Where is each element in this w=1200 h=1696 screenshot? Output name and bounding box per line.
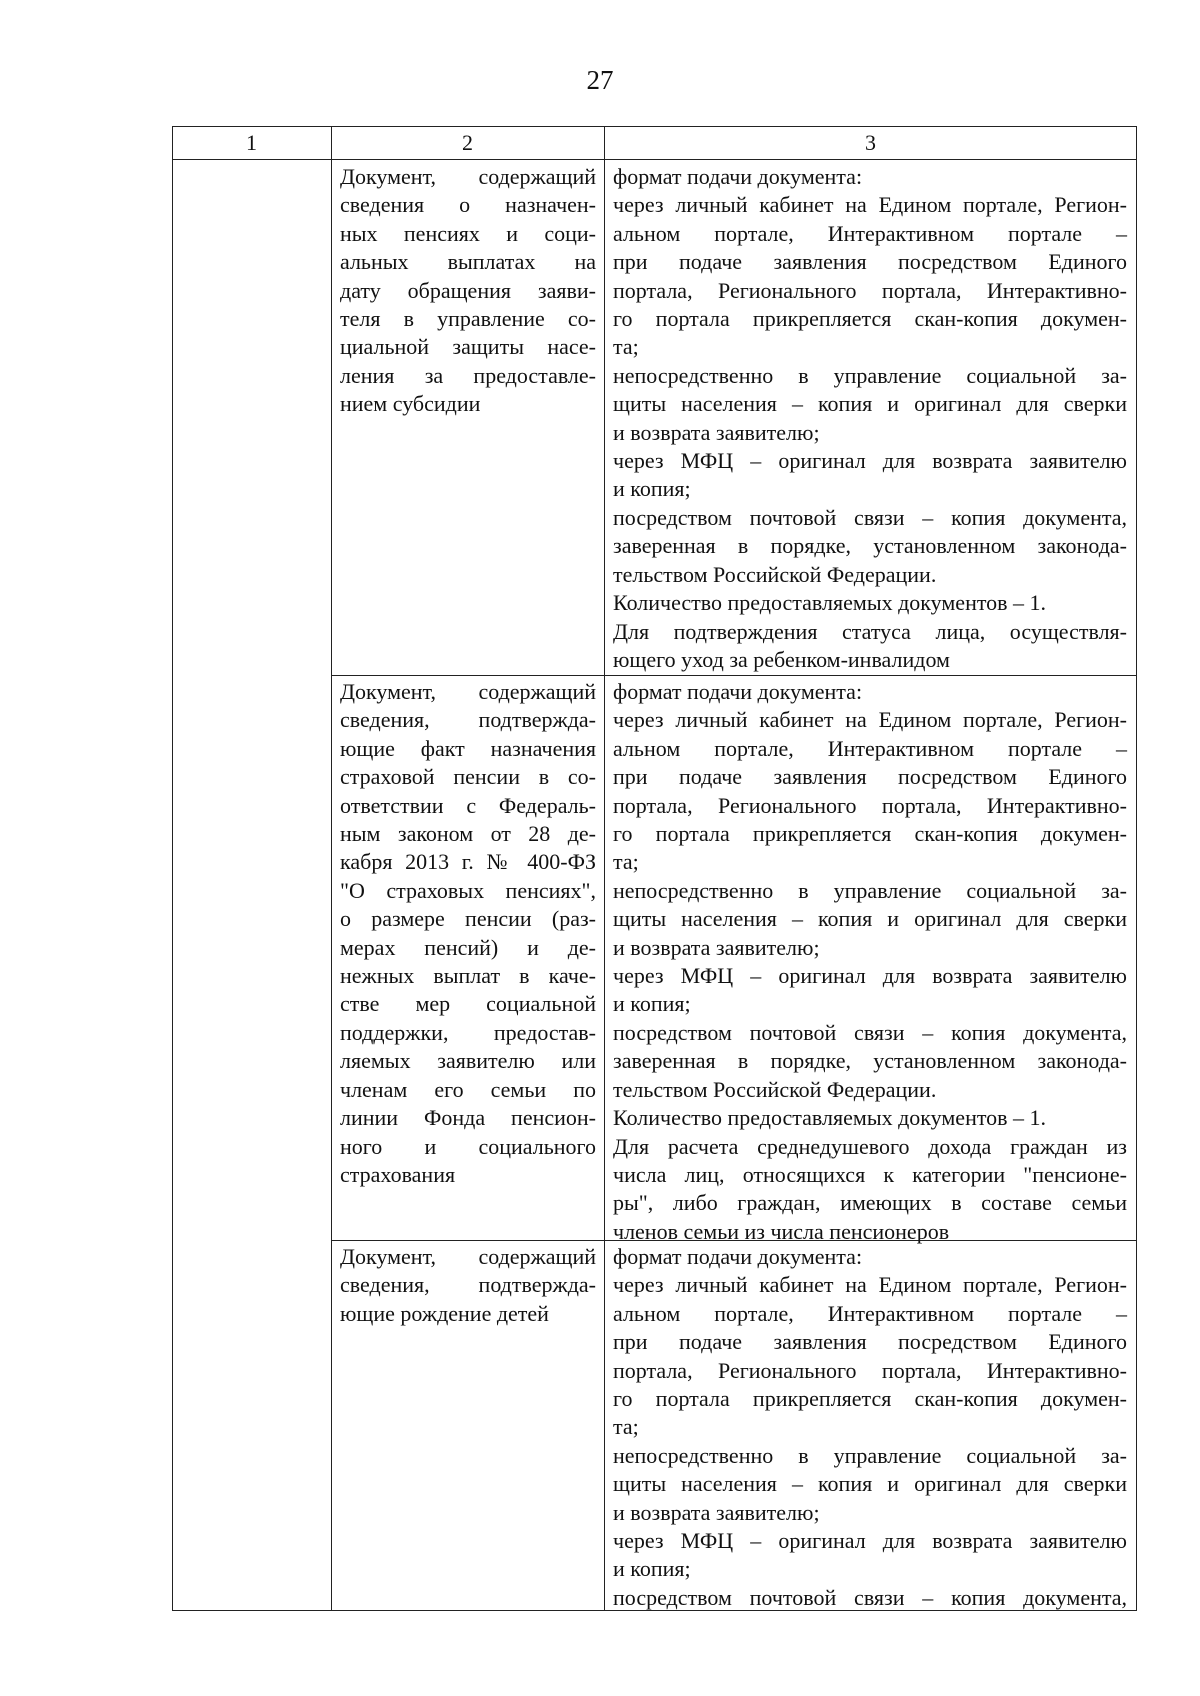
row-2-submission-details — [613, 678, 1127, 1246]
text-line: и возврата заявителю; — [613, 934, 820, 960]
text-line: тельством Российской Федерации. — [613, 1076, 937, 1102]
text-line: формат подачи документа: — [613, 679, 863, 704]
text-line: Количество предоставляемых документов – 1. — [613, 1105, 1047, 1131]
column-header-3: 3 — [865, 130, 876, 155]
text-line: через МФЦ – оригинал для возврата заявителю — [613, 1528, 1127, 1554]
text-line: о размере пенсии (раз- — [340, 906, 596, 932]
row-3-document-name — [340, 1243, 596, 1328]
text-line: щиты населения – копия и оригинал для сверки — [613, 391, 1127, 417]
column-divider-1-2 — [331, 126, 332, 1611]
text-line: Для расчета среднедушевого дохода граждан из — [613, 1133, 1127, 1159]
text-line: и копия; — [613, 1556, 691, 1582]
text-line: линии Фонда пенсион- — [340, 1105, 596, 1131]
text-line: "О страховых пенсиях", — [340, 877, 596, 903]
text-line: ных пенсиях и соци- — [340, 220, 596, 246]
text-line: заверенная в порядке, установленном законода- — [613, 1048, 1127, 1074]
text-line: через личный кабинет на Едином портале, Регион- — [613, 1272, 1127, 1298]
text-line: числа лиц, относящихся к категории "пенсионе- — [613, 1161, 1127, 1187]
text-line: щиты населения – копия и оригинал для сверки — [613, 906, 1127, 932]
text-line: посредством почтовой связи – копия документа, — [613, 504, 1127, 530]
text-line: ющие факт назначения — [340, 735, 596, 761]
text-line: Количество предоставляемых документов – 1. — [613, 590, 1047, 616]
text-line: портала, Регионального портала, Интерактивно- — [613, 1357, 1127, 1383]
text-line: через личный кабинет на Едином портале, Регион- — [613, 192, 1127, 218]
text-line: и возврата заявителю; — [613, 1499, 820, 1525]
text-line: теля в управление со- — [340, 306, 596, 332]
row-1-document-name — [340, 163, 596, 419]
text-line: ры", либо граждан, имеющих в составе семьи — [613, 1190, 1127, 1216]
text-line: ления за предоставле- — [340, 362, 596, 388]
text-line: ного и социального — [340, 1133, 596, 1159]
text-line: страховой пенсии в со- — [340, 764, 596, 790]
text-line: та; — [613, 334, 639, 360]
text-line: щиты населения – копия и оригинал для сверки — [613, 1471, 1127, 1497]
page-number: 27 — [586, 65, 614, 95]
text-line: кабря 2013 г. № 400-ФЗ — [340, 849, 596, 875]
text-line: альных выплатах на — [340, 249, 596, 275]
text-line: через личный кабинет на Едином портале, Регион- — [613, 707, 1127, 733]
text-line: альном портале, Интерактивном портале – — [613, 735, 1127, 761]
text-line: сведения, подтвержда- — [340, 707, 596, 733]
text-line: и копия; — [613, 476, 691, 502]
text-line: посредством почтовой связи – копия документа, — [613, 1019, 1127, 1045]
text-line: ответствии с Федераль- — [340, 792, 596, 818]
text-line: посредством почтовой связи – копия документа, — [613, 1584, 1127, 1610]
text-line: сведения о назначен- — [340, 192, 596, 218]
text-line: та; — [613, 1414, 639, 1440]
header-row-divider — [172, 159, 1137, 160]
text-line: го портала прикрепляется скан-копия докумен- — [613, 821, 1127, 847]
text-line: го портала прикрепляется скан-копия докумен- — [613, 306, 1127, 332]
text-line: дату обращения заяви- — [340, 277, 596, 303]
text-line: портала, Регионального портала, Интерактивно- — [613, 277, 1127, 303]
text-line: тельством Российской Федерации. — [613, 561, 937, 587]
text-line: членов семьи из числа пенсионеров — [613, 1218, 950, 1244]
row-2-document-name — [340, 678, 596, 1189]
text-line: страхования — [340, 1161, 456, 1187]
text-line: нием субсидии — [340, 391, 481, 417]
text-line: формат подачи документа: — [613, 164, 863, 189]
text-line: Документ, содержащий — [340, 164, 596, 189]
text-line: Документ, содержащий — [340, 679, 596, 704]
column-header-1: 1 — [246, 130, 257, 155]
text-line: стве мер социальной — [340, 991, 596, 1017]
text-line: при подаче заявления посредством Единого — [613, 249, 1127, 275]
text-line: при подаче заявления посредством Единого — [613, 1329, 1127, 1355]
text-line: и возврата заявителю; — [613, 419, 820, 445]
text-line: через МФЦ – оригинал для возврата заявителю — [613, 448, 1127, 474]
text-line: и копия; — [613, 991, 691, 1017]
row-1-submission-details — [613, 163, 1127, 674]
row-3-submission-details — [613, 1243, 1127, 1612]
text-line: поддержки, предостав- — [340, 1019, 596, 1045]
text-line: та; — [613, 849, 639, 875]
text-line: формат подачи документа: — [613, 1244, 863, 1269]
text-line: нежных выплат в каче- — [340, 963, 596, 989]
text-line: го портала прикрепляется скан-копия докумен- — [613, 1386, 1127, 1412]
column-header-2: 2 — [462, 130, 473, 155]
text-line: мерах пенсий) и де- — [340, 934, 596, 960]
row-divider-1 — [331, 675, 1137, 676]
text-line: при подаче заявления посредством Единого — [613, 764, 1127, 790]
text-line: непосредственно в управление социальной за- — [613, 362, 1127, 388]
text-line: циальной защиты насе- — [340, 334, 596, 360]
text-line: ным законом от 28 де- — [340, 821, 596, 847]
text-line: Документ, содержащий — [340, 1244, 596, 1269]
text-line: портала, Регионального портала, Интерактивно- — [613, 792, 1127, 818]
text-line: через МФЦ – оригинал для возврата заявителю — [613, 963, 1127, 989]
text-line: альном портале, Интерактивном портале – — [613, 220, 1127, 246]
text-line: альном портале, Интерактивном портале – — [613, 1300, 1127, 1326]
text-line: ющие рождение детей — [340, 1300, 549, 1326]
text-line: ляемых заявителю или — [340, 1048, 596, 1074]
text-line: непосредственно в управление социальной за- — [613, 877, 1127, 903]
text-line: непосредственно в управление социальной за- — [613, 1442, 1127, 1468]
text-line: сведения, подтвержда- — [340, 1272, 596, 1298]
text-line: членам его семьи по — [340, 1076, 596, 1102]
text-line: ющего уход за ребенком-инвалидом — [613, 646, 950, 672]
column-divider-2-3 — [604, 126, 605, 1611]
text-line: Для подтверждения статуса лица, осуществля- — [613, 618, 1127, 644]
text-line: заверенная в порядке, установленном законода- — [613, 533, 1127, 559]
